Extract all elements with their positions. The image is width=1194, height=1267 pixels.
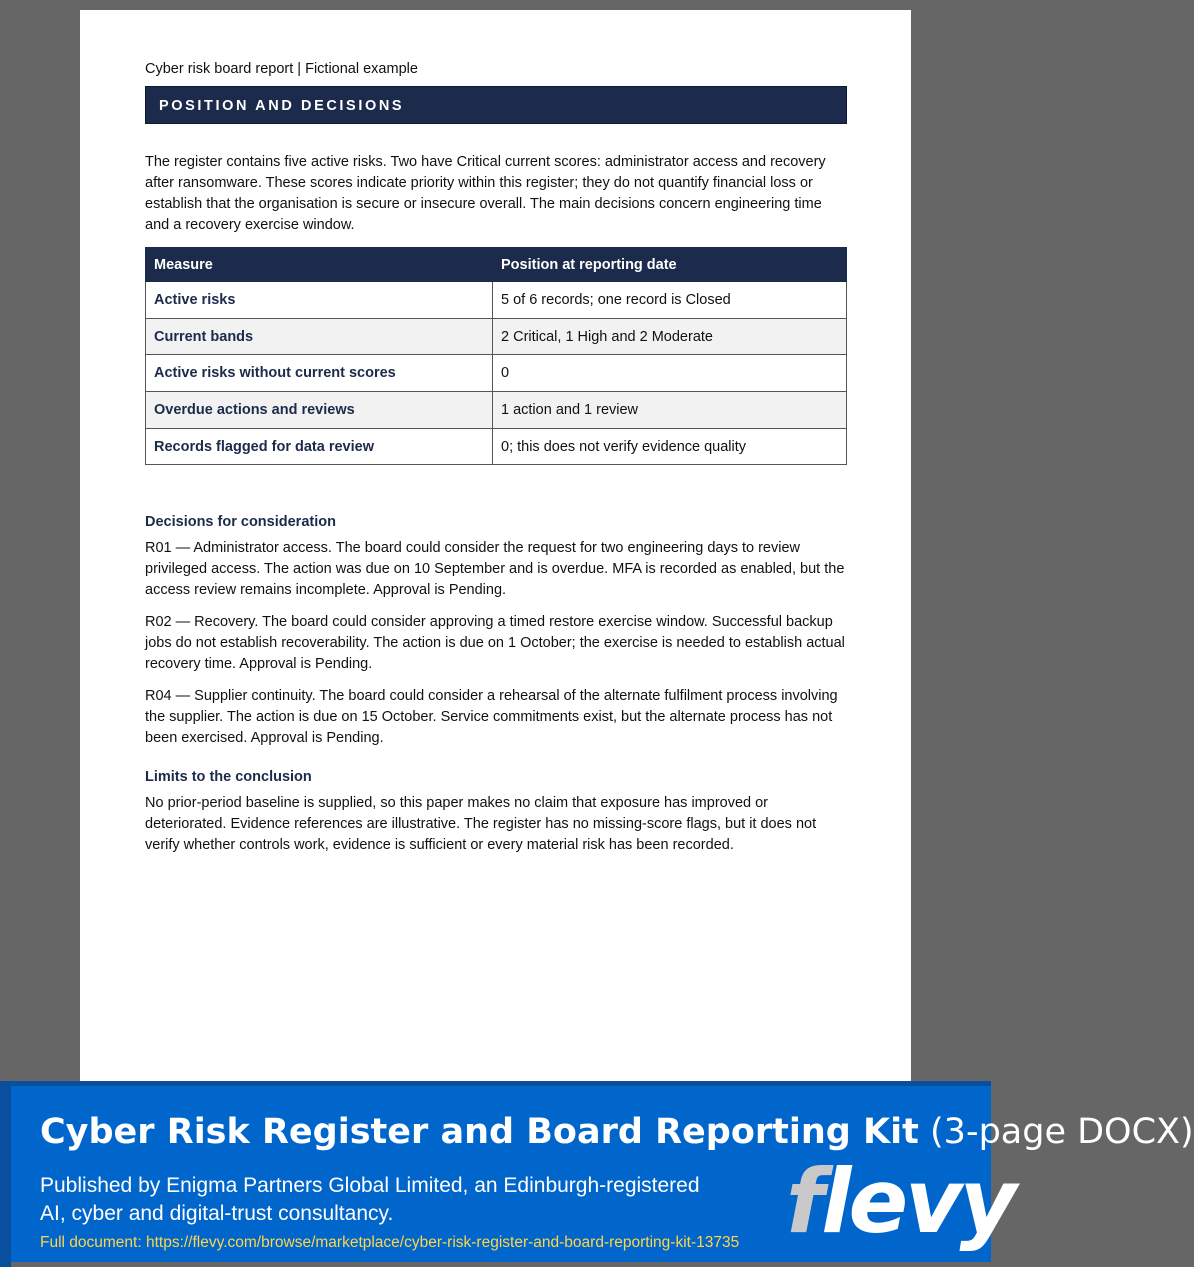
banner-title-format: (3-page DOCX) — [930, 1112, 1194, 1152]
measure-cell: Overdue actions and reviews — [146, 392, 493, 429]
section-title-bar: POSITION AND DECISIONS — [145, 86, 847, 124]
publisher-text: Published by Enigma Partners Global Limited, an Edinburgh-registered AI, cyber and digital-trust consultancy. — [40, 1174, 700, 1225]
table-header-row — [146, 248, 847, 282]
product-banner — [0, 1081, 1194, 1262]
position-cell: 1 action and 1 review — [493, 392, 847, 429]
logo-rest: levy — [821, 1150, 1014, 1253]
banner-edge — [0, 1086, 11, 1267]
report-header: Cyber risk board report | Fictional example — [145, 61, 418, 77]
limits-heading: Limits to the conclusion — [145, 769, 312, 786]
position-cell: 2 Critical, 1 High and 2 Moderate — [493, 318, 847, 355]
measure-cell: Records flagged for data review — [146, 428, 493, 465]
page-content — [145, 10, 847, 856]
intro-paragraph: The register contains five active risks. Two have Critical current scores: administrator access and recovery after ransomware. These scores indicate priority within this register; they do not quantify financial loss or establish that the organisation is secure or insecure overall. The main decisions concern engineering time and a recovery exercise window. — [145, 154, 826, 233]
decision-r04: R04 — Supplier continuity. The board could consider a rehearsal of the alternate fulfilment process involving the supplier. The action is due on 15 October. Service commitments exist, but the alternate process has not been exercised. Approval is Pending. — [145, 688, 838, 747]
table-row — [146, 355, 847, 392]
measures-table — [145, 247, 847, 465]
banner-title-main: Cyber Risk Register and Board Reporting Kit — [40, 1112, 919, 1152]
flevy-logo — [786, 1152, 1014, 1252]
measure-cell: Active risks — [146, 282, 493, 319]
measure-cell: Current bands — [146, 318, 493, 355]
table-row — [146, 318, 847, 355]
logo-f: f — [786, 1150, 822, 1253]
decision-r02: R02 — Recovery. The board could consider approving a timed restore exercise window. Successful backup jobs do not establish recoverability. The action is due on 1 October; the exercise is needed to establish actual recovery time. Approval is Pending. — [145, 614, 845, 673]
table-row — [146, 428, 847, 465]
position-cell: 0 — [493, 355, 847, 392]
decisions-heading: Decisions for consideration — [145, 514, 336, 531]
decision-r01: R01 — Administrator access. The board could consider the request for two engineering days to review privileged access. The action was due on 10 September and is overdue. MFA is recorded as enabled, but the access review remains incomplete. Approval is Pending. — [145, 540, 845, 599]
banner-title — [40, 1112, 1194, 1152]
table-row — [146, 282, 847, 319]
position-cell: 5 of 6 records; one record is Closed — [493, 282, 847, 319]
position-cell: 0; this does not verify evidence quality — [493, 428, 847, 465]
column-header-position: Position at reporting date — [493, 248, 847, 282]
table-row — [146, 392, 847, 429]
document-page — [80, 10, 911, 1082]
full-document-link[interactable]: Full document: https://flevy.com/browse/marketplace/cyber-risk-register-and-board-reporting-kit-13735 — [40, 1234, 740, 1251]
column-header-measure: Measure — [146, 248, 493, 282]
measure-cell: Active risks without current scores — [146, 355, 493, 392]
limits-paragraph: No prior-period baseline is supplied, so this paper makes no claim that exposure has improved or deteriorated. Evidence references are illustrative. The register has no missing-score flags, but it does not verify whether controls work, evidence is sufficient or every material risk has been recorded. — [145, 795, 817, 854]
